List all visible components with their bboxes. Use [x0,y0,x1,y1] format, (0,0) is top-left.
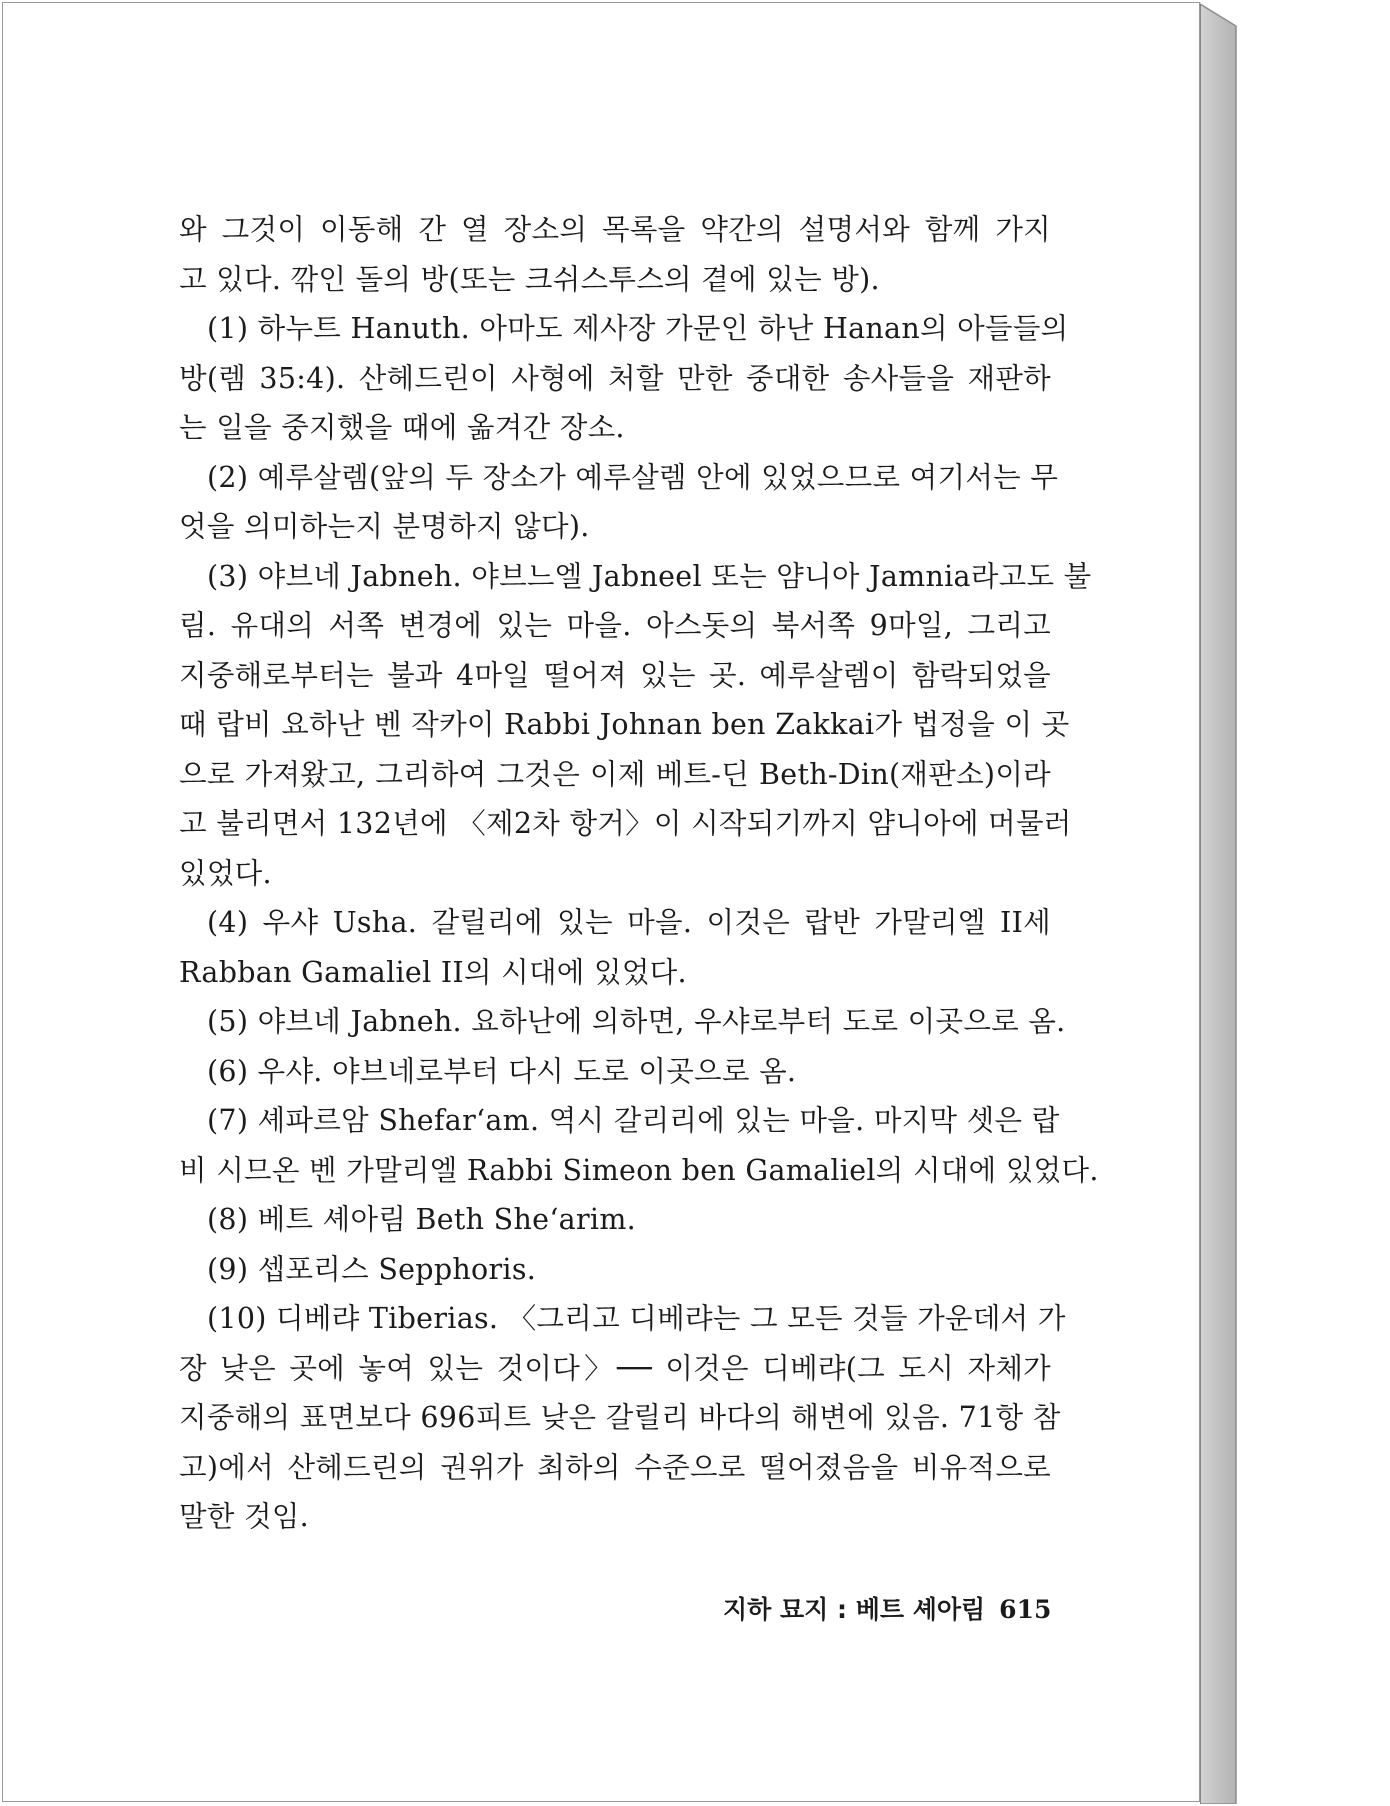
text-line: 고)에서 산헤드린의 권위가 최하의 수준으로 떨어졌음을 비유적으로 [179,1450,1051,1484]
text-line: 비 시므온 벤 가말리엘 Rabbi Simeon ben Gamaliel의 시대에 있었다. [179,1153,1099,1187]
text-line: Rabban Gamaliel II의 시대에 있었다. [179,955,687,989]
text-line: 지중해의 표면보다 696피트 낮은 갈릴리 바다의 해변에 있음. 71항 참 [179,1401,1061,1434]
book-page-edge [1200,4,1240,1804]
text-line: 으로 가져왔고, 그리하여 그것은 이제 베트-딘 Beth-Din(재판소)이라 [179,757,1051,791]
text-line: 엇을 의미하는지 분명하지 않다). [179,510,590,543]
text-line: (7) 셰파르암 Shefar‘am. 역시 갈리리에 있는 마을. 마지막 셋은 랍 [207,1104,1060,1137]
running-footer [723,1590,1052,1626]
text-line: (10) 디베랴 Tiberias. 〈그리고 디베랴는 그 모든 것들 가운데서 가 [207,1302,1066,1335]
page-body-text [179,205,1099,1542]
text-line: 때 랍비 요하난 벤 작카이 Rabbi Johnan ben Zakkai가 법정을 이 곳 [179,708,1070,741]
text-line: 있었다. [179,856,272,890]
text-line: 림. 유대의 서쪽 변경에 있는 마을. 아스돗의 북서쪽 9마일, 그리고 [179,609,1051,642]
text-line: (4) 우샤 Usha. 갈릴리에 있는 마을. 이것은 랍반 가말리엘 II세 [207,906,1051,939]
text-line: (5) 야브네 Jabneh. 요하난에 의하면, 우샤로부터 도로 이곳으로 옴. [207,1005,1066,1038]
page-number: 615 [999,1595,1052,1624]
text-line: 와 그것이 이동해 간 열 장소의 목록을 약간의 설명서와 함께 가지 [179,213,1051,246]
text-line: (8) 베트 셰아림 Beth She‘arim. [207,1203,637,1236]
text-line: 는 일을 중지했을 때에 옮겨간 장소. [179,411,625,444]
text-line: 장 낮은 곳에 놓여 있는 것이다〉── 이것은 디베랴(그 도시 자체가 [179,1351,1051,1385]
text-line: (9) 셉포리스 Sepphoris. [207,1252,537,1286]
text-line: (3) 야브네 Jabneh. 야브느엘 Jabneel 또는 얌니아 Jamnia라고도 불 [207,559,1092,593]
text-line: 말한 것임. [179,1500,310,1533]
text-line: 방(렘 35:4). 산헤드린이 사형에 처할 만한 중대한 송사들을 재판하 [179,361,1051,395]
running-title: 지하 묘지 : 베트 셰아림 [723,1595,986,1624]
text-line: (2) 예루살렘(앞의 두 장소가 예루살렘 안에 있었으므로 여기서는 무 [207,460,1059,494]
text-line: (6) 우샤. 야브네로부터 다시 도로 이곳으로 옴. [207,1054,797,1088]
text-line: (1) 하누트 Hanuth. 아마도 제사장 가문인 하난 Hanan의 아들들의 [207,312,1069,345]
text-line: 고 불리면서 132년에 〈제2차 항거〉이 시작되기까지 얌니아에 머물러 [179,807,1072,840]
page [2,2,1200,1802]
text-line: 지중해로부터는 불과 4마일 떨어져 있는 곳. 예루살렘이 함락되었을 [179,658,1051,692]
text-line: 고 있다. 깎인 돌의 방(또는 크쉬스투스의 곁에 있는 방). [179,262,880,296]
